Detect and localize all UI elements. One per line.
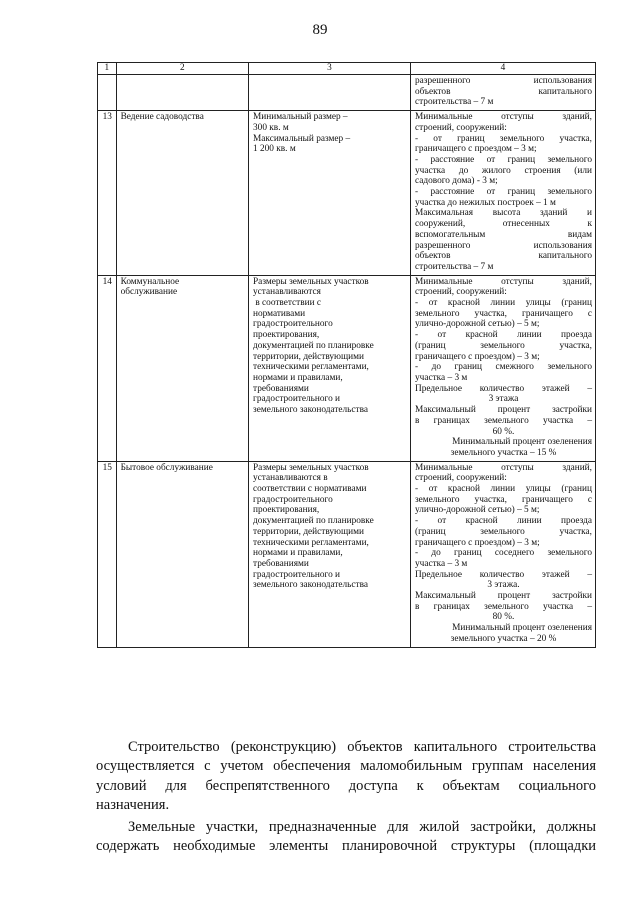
cell-line: объектов капитального — [415, 251, 592, 262]
cell-line: в границах земельного участка – — [415, 601, 592, 612]
cell-line: Максимальный размер – — [253, 133, 351, 144]
cell-line: Предельное количество этажей – — [415, 569, 592, 580]
cell-line: земельного участка, граничащего с — [415, 308, 592, 319]
table-row — [98, 275, 596, 461]
cell-line: - расстояние от границ земельного — [415, 187, 592, 198]
cell-line: граничащего с проездом – 3 м; — [415, 144, 537, 155]
cell-line: - от красной линии улицы (границ — [415, 484, 592, 495]
cell-line: участка – 3 м — [415, 372, 468, 383]
cell-line: Минимальные отступы зданий, — [415, 462, 592, 473]
cell-line: нормами и правилами, — [253, 548, 343, 559]
cell-line: Коммунальное — [120, 276, 180, 287]
table-row — [98, 461, 596, 647]
cell-line: Максимальный процент застройки — [415, 591, 592, 602]
table-row-continuation — [98, 75, 596, 111]
cell-line: Минимальный процент озеленения — [452, 437, 592, 448]
column-header: 4 — [411, 63, 596, 75]
cell-line: - от красной линии улицы (границ — [415, 298, 592, 309]
paragraph-line: Строительство (реконструкцию) объектов капитального строительства — [128, 739, 596, 755]
zoning-table — [97, 62, 596, 648]
cell-line: в соответствии с — [253, 298, 322, 309]
paragraph-line: назначения. — [96, 797, 170, 814]
cell-line: земельного участка, граничащего с — [415, 494, 592, 505]
cell-line: устанавливаются в — [253, 473, 328, 484]
paragraph-accessibility — [96, 738, 596, 816]
row-number-cell: 15 — [98, 461, 117, 647]
cell-line: разрешенного использования — [415, 240, 592, 251]
row-number-cell — [98, 75, 117, 111]
page-number: 89 — [312, 22, 328, 38]
cell-line: земельного участка – 15 % — [450, 447, 557, 458]
cell-line: участка до жилого строения (или — [415, 165, 592, 176]
cell-line: Размеры земельных участков — [253, 462, 369, 473]
plot-size-cell — [249, 461, 411, 647]
row-number-cell: 14 — [98, 275, 117, 461]
paragraph-line: Земельные участки, предназначенные для жилой застройки, должны — [128, 819, 596, 835]
cell-line: строений, сооружений: — [415, 122, 507, 133]
cell-line: объектов капитального — [415, 86, 592, 97]
cell-line: проектирования, — [253, 330, 320, 341]
cell-line: - до границ соседнего земельного — [415, 548, 592, 559]
cell-line: Ведение садоводства — [120, 112, 204, 123]
cell-line: разрешенного использования — [415, 76, 592, 86]
cell-line: проектирования, — [253, 505, 320, 516]
cell-line: техническими регламентами, — [253, 537, 369, 548]
cell-line: территории, действующими — [253, 526, 364, 537]
cell-line: Минимальные отступы зданий, — [415, 276, 592, 287]
cell-line: 80 %. — [492, 612, 515, 623]
cell-line: вспомогательным видам — [415, 229, 592, 240]
cell-line: 300 кв. м — [253, 122, 289, 133]
cell-line: Максимальный процент застройки — [415, 405, 592, 416]
requirements-cell — [411, 461, 596, 647]
cell-line: граничащего с проездом) – 3 м; — [415, 537, 540, 548]
row-number-cell: 13 — [98, 111, 117, 276]
plot-size-cell — [249, 275, 411, 461]
paragraph-line: содержать необходимые элементы планировочной структуры (площадки — [96, 838, 596, 855]
cell-line: 3 этажа — [488, 394, 519, 405]
paragraph-line: осуществляется с учетом обеспечения маломобильным группам населения — [96, 758, 596, 775]
cell-line: документацией по планировке — [253, 516, 374, 527]
cell-line: градостроительного — [253, 494, 333, 505]
cell-line: Минимальный процент озеленения — [452, 623, 592, 634]
requirements-cell — [411, 275, 596, 461]
cell-line: - от красной линии проезда — [415, 516, 592, 527]
cell-line: техническими регламентами, — [253, 362, 369, 373]
cell-line: нормативами — [253, 308, 306, 319]
cell-line: 1 200 кв. м — [253, 144, 296, 155]
cell-line: Минимальные отступы зданий, — [415, 112, 592, 123]
cell-line: Предельное количество этажей – — [415, 383, 592, 394]
use-name-cell — [116, 75, 248, 111]
cell-line: градостроительного и — [253, 569, 341, 580]
cell-line: требованиями — [253, 558, 309, 569]
cell-line: градостроительного и — [253, 394, 341, 405]
cell-line: - от красной линии проезда — [415, 330, 592, 341]
cell-line: строений, сооружений: — [415, 473, 507, 484]
cell-line: требованиями — [253, 383, 309, 394]
cell-line: 60 %. — [492, 426, 515, 437]
cell-line: градостроительного — [253, 319, 333, 330]
cell-line: строительства – 7 м — [415, 97, 494, 108]
cell-line: - от границ земельного участка, — [415, 133, 592, 144]
cell-line: участка до нежилых построек – 1 м — [415, 197, 556, 208]
plot-size-cell — [249, 75, 411, 111]
cell-line: строительства – 7 м — [415, 261, 494, 272]
requirements-cell — [411, 75, 596, 111]
cell-line: сооружений, отнесенных к — [415, 219, 592, 230]
cell-line: нормами и правилами, — [253, 372, 343, 383]
cell-line: Минимальный размер – — [253, 112, 348, 123]
cell-line: - до границ смежного земельного — [415, 362, 592, 373]
paragraph-line: условий для беспрепятственного доступа к объектам социального — [96, 777, 596, 794]
use-name-cell — [116, 461, 248, 647]
cell-line: соответствии с нормативами — [253, 484, 367, 495]
cell-line: земельного законодательства — [253, 580, 368, 591]
cell-line: улично-дорожной сетью) – 5 м; — [415, 319, 540, 330]
cell-line: Размеры земельных участков — [253, 276, 369, 287]
cell-line: обслуживание — [120, 287, 178, 298]
cell-line: 3 этажа. — [487, 580, 520, 591]
cell-line: улично-дорожной сетью) – 5 м; — [415, 505, 540, 516]
plot-size-cell — [249, 111, 411, 276]
cell-line: земельного законодательства — [253, 405, 368, 416]
column-header: 2 — [116, 63, 248, 75]
cell-line: строений, сооружений: — [415, 287, 507, 298]
cell-line: территории, действующими — [253, 351, 364, 362]
cell-line: участка – 3 м — [415, 558, 468, 569]
cell-line: Максимальная высота зданий и — [415, 208, 592, 219]
cell-line: (границ земельного участка, — [415, 526, 592, 537]
cell-line: (границ земельного участка, — [415, 340, 592, 351]
cell-line: садового дома) - 3 м; — [415, 176, 498, 187]
cell-line: устанавливаются — [253, 287, 321, 298]
cell-line: Бытовое обслуживание — [120, 462, 213, 473]
cell-line: в границах земельного участка – — [415, 415, 592, 426]
paragraph-residential-plots — [96, 818, 596, 857]
cell-line: земельного участка – 20 % — [450, 633, 557, 644]
column-header: 1 — [98, 63, 117, 75]
table-row — [98, 111, 596, 276]
column-header: 3 — [249, 63, 411, 75]
table-header-row — [98, 63, 596, 75]
use-name-cell — [116, 275, 248, 461]
cell-line: документацией по планировке — [253, 340, 374, 351]
use-name-cell — [116, 111, 248, 276]
cell-line: - расстояние от границ земельного — [415, 154, 592, 165]
requirements-cell — [411, 111, 596, 276]
cell-line: граничащего с проездом) – 3 м; — [415, 351, 540, 362]
